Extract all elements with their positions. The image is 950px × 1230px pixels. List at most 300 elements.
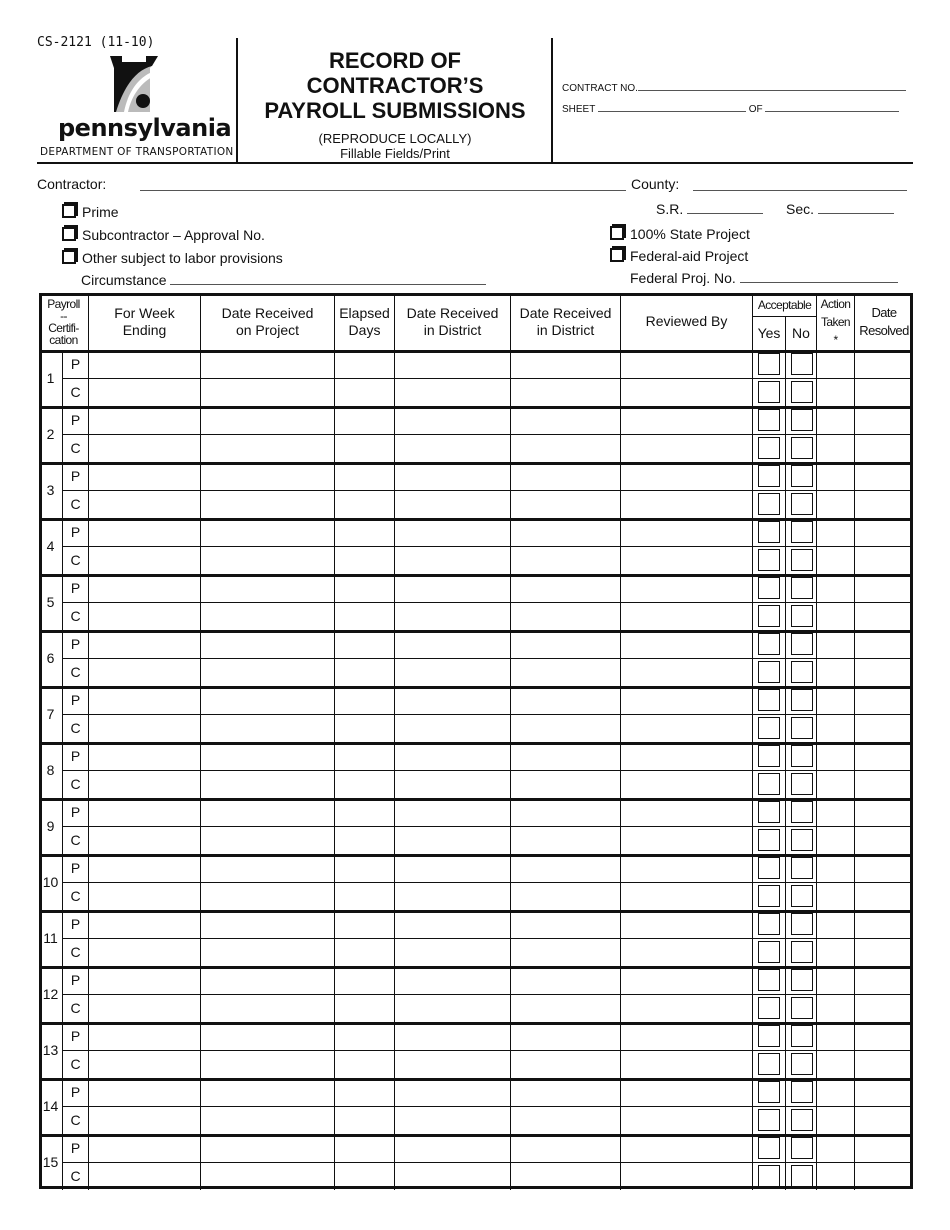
field-action-taken[interactable]	[817, 462, 855, 490]
field-date-received-project[interactable]	[201, 462, 335, 490]
field-action-taken[interactable]	[817, 714, 855, 742]
field-reviewed-by[interactable]	[621, 826, 753, 854]
field-date-received-district-2[interactable]	[511, 938, 621, 966]
field-date-received-district[interactable]	[395, 574, 511, 602]
checkbox-acceptable-no[interactable]	[791, 465, 813, 487]
checkbox-acceptable-no[interactable]	[791, 801, 813, 823]
checkbox-acceptable-yes[interactable]	[758, 1137, 780, 1159]
field-date-received-district[interactable]	[395, 714, 511, 742]
field-elapsed-days[interactable]	[335, 798, 395, 826]
checkbox-acceptable-yes[interactable]	[758, 381, 780, 403]
field-date-resolved[interactable]	[855, 938, 913, 966]
field-date-received-district-2[interactable]	[511, 546, 621, 574]
field-elapsed-days[interactable]	[335, 826, 395, 854]
field-week-ending[interactable]	[89, 910, 201, 938]
checkbox-acceptable-no[interactable]	[791, 997, 813, 1019]
field-date-received-project[interactable]	[201, 882, 335, 910]
checkbox-acceptable-yes[interactable]	[758, 465, 780, 487]
field-elapsed-days[interactable]	[335, 1078, 395, 1106]
checkbox-acceptable-no[interactable]	[791, 1137, 813, 1159]
field-date-received-project[interactable]	[201, 854, 335, 882]
field-date-received-project[interactable]	[201, 1134, 335, 1162]
field-elapsed-days[interactable]	[335, 434, 395, 462]
field-date-received-district-2[interactable]	[511, 1134, 621, 1162]
field-date-received-project[interactable]	[201, 714, 335, 742]
checkbox-acceptable-yes[interactable]	[758, 1165, 780, 1187]
field-reviewed-by[interactable]	[621, 378, 753, 406]
field-week-ending[interactable]	[89, 490, 201, 518]
field-date-received-project[interactable]	[201, 518, 335, 546]
field-reviewed-by[interactable]	[621, 938, 753, 966]
checkbox-acceptable-yes[interactable]	[758, 689, 780, 711]
field-week-ending[interactable]	[89, 574, 201, 602]
field-date-received-project[interactable]	[201, 966, 335, 994]
field-action-taken[interactable]	[817, 350, 855, 378]
checkbox-acceptable-no[interactable]	[791, 409, 813, 431]
checkbox-acceptable-yes[interactable]	[758, 717, 780, 739]
checkbox-acceptable-no[interactable]	[791, 437, 813, 459]
field-elapsed-days[interactable]	[335, 378, 395, 406]
checkbox-acceptable-no[interactable]	[791, 773, 813, 795]
field-elapsed-days[interactable]	[335, 686, 395, 714]
field-week-ending[interactable]	[89, 350, 201, 378]
field-action-taken[interactable]	[817, 434, 855, 462]
checkbox-acceptable-yes[interactable]	[758, 353, 780, 375]
field-date-received-project[interactable]	[201, 798, 335, 826]
field-reviewed-by[interactable]	[621, 546, 753, 574]
field-date-received-district-2[interactable]	[511, 434, 621, 462]
checkbox-acceptable-yes[interactable]	[758, 997, 780, 1019]
field-week-ending[interactable]	[89, 714, 201, 742]
field-date-resolved[interactable]	[855, 602, 913, 630]
checkbox-acceptable-no[interactable]	[791, 941, 813, 963]
field-date-received-project[interactable]	[201, 630, 335, 658]
field-action-taken[interactable]	[817, 546, 855, 574]
field-date-received-district-2[interactable]	[511, 490, 621, 518]
field-reviewed-by[interactable]	[621, 658, 753, 686]
field-week-ending[interactable]	[89, 378, 201, 406]
field-reviewed-by[interactable]	[621, 602, 753, 630]
checkbox-acceptable-yes[interactable]	[758, 941, 780, 963]
field-date-resolved[interactable]	[855, 378, 913, 406]
field-reviewed-by[interactable]	[621, 1106, 753, 1134]
field-date-received-district-2[interactable]	[511, 826, 621, 854]
field-date-received-district[interactable]	[395, 350, 511, 378]
field-date-received-district[interactable]	[395, 434, 511, 462]
field-date-received-district-2[interactable]	[511, 994, 621, 1022]
field-reviewed-by[interactable]	[621, 742, 753, 770]
field-elapsed-days[interactable]	[335, 1162, 395, 1190]
checkbox-acceptable-no[interactable]	[791, 1165, 813, 1187]
field-action-taken[interactable]	[817, 378, 855, 406]
field-elapsed-days[interactable]	[335, 966, 395, 994]
field-date-received-district[interactable]	[395, 1022, 511, 1050]
field-week-ending[interactable]	[89, 630, 201, 658]
field-date-resolved[interactable]	[855, 1050, 913, 1078]
checkbox-acceptable-no[interactable]	[791, 745, 813, 767]
field-date-received-district[interactable]	[395, 462, 511, 490]
field-action-taken[interactable]	[817, 1050, 855, 1078]
field-action-taken[interactable]	[817, 658, 855, 686]
field-date-received-district-2[interactable]	[511, 1050, 621, 1078]
field-date-received-project[interactable]	[201, 574, 335, 602]
field-reviewed-by[interactable]	[621, 518, 753, 546]
field-week-ending[interactable]	[89, 1022, 201, 1050]
field-week-ending[interactable]	[89, 1050, 201, 1078]
field-date-resolved[interactable]	[855, 490, 913, 518]
field-action-taken[interactable]	[817, 518, 855, 546]
field-week-ending[interactable]	[89, 938, 201, 966]
field-action-taken[interactable]	[817, 490, 855, 518]
field-date-resolved[interactable]	[855, 770, 913, 798]
field-date-received-district[interactable]	[395, 630, 511, 658]
field-reviewed-by[interactable]	[621, 434, 753, 462]
checkbox-acceptable-yes[interactable]	[758, 1109, 780, 1131]
field-date-received-district[interactable]	[395, 742, 511, 770]
field-date-resolved[interactable]	[855, 518, 913, 546]
field-date-received-district[interactable]	[395, 854, 511, 882]
field-reviewed-by[interactable]	[621, 1022, 753, 1050]
checkbox-acceptable-yes[interactable]	[758, 521, 780, 543]
checkbox-acceptable-yes[interactable]	[758, 1081, 780, 1103]
field-elapsed-days[interactable]	[335, 1022, 395, 1050]
field-elapsed-days[interactable]	[335, 490, 395, 518]
field-date-received-district[interactable]	[395, 882, 511, 910]
field-date-resolved[interactable]	[855, 1134, 913, 1162]
field-date-received-project[interactable]	[201, 490, 335, 518]
checkbox-acceptable-yes[interactable]	[758, 857, 780, 879]
field-date-received-project[interactable]	[201, 938, 335, 966]
field-elapsed-days[interactable]	[335, 714, 395, 742]
field-reviewed-by[interactable]	[621, 1050, 753, 1078]
field-date-resolved[interactable]	[855, 910, 913, 938]
field-reviewed-by[interactable]	[621, 490, 753, 518]
field-elapsed-days[interactable]	[335, 882, 395, 910]
field-action-taken[interactable]	[817, 994, 855, 1022]
field-reviewed-by[interactable]	[621, 1134, 753, 1162]
field-date-received-district[interactable]	[395, 490, 511, 518]
field-date-received-project[interactable]	[201, 1050, 335, 1078]
checkbox-acceptable-no[interactable]	[791, 1053, 813, 1075]
checkbox-acceptable-no[interactable]	[791, 913, 813, 935]
checkbox-acceptable-no[interactable]	[791, 661, 813, 683]
field-reviewed-by[interactable]	[621, 770, 753, 798]
field-date-received-district[interactable]	[395, 686, 511, 714]
field-elapsed-days[interactable]	[335, 854, 395, 882]
field-date-resolved[interactable]	[855, 630, 913, 658]
field-elapsed-days[interactable]	[335, 658, 395, 686]
field-action-taken[interactable]	[817, 742, 855, 770]
field-date-received-district-2[interactable]	[511, 518, 621, 546]
field-date-resolved[interactable]	[855, 686, 913, 714]
field-elapsed-days[interactable]	[335, 518, 395, 546]
field-date-received-district-2[interactable]	[511, 630, 621, 658]
field-date-received-project[interactable]	[201, 658, 335, 686]
checkbox-acceptable-yes[interactable]	[758, 1025, 780, 1047]
field-action-taken[interactable]	[817, 966, 855, 994]
field-elapsed-days[interactable]	[335, 770, 395, 798]
field-date-received-project[interactable]	[201, 434, 335, 462]
field-date-received-project[interactable]	[201, 1162, 335, 1190]
field-reviewed-by[interactable]	[621, 630, 753, 658]
field-reviewed-by[interactable]	[621, 798, 753, 826]
field-date-received-district-2[interactable]	[511, 798, 621, 826]
field-date-received-project[interactable]	[201, 826, 335, 854]
field-date-resolved[interactable]	[855, 882, 913, 910]
field-date-resolved[interactable]	[855, 1162, 913, 1190]
field-date-received-district[interactable]	[395, 1050, 511, 1078]
field-date-received-district-2[interactable]	[511, 1022, 621, 1050]
checkbox-acceptable-no[interactable]	[791, 1081, 813, 1103]
field-reviewed-by[interactable]	[621, 910, 753, 938]
field-action-taken[interactable]	[817, 1078, 855, 1106]
checkbox-acceptable-no[interactable]	[791, 717, 813, 739]
field-date-received-project[interactable]	[201, 686, 335, 714]
field-week-ending[interactable]	[89, 602, 201, 630]
field-date-received-district-2[interactable]	[511, 770, 621, 798]
field-date-resolved[interactable]	[855, 350, 913, 378]
checkbox-acceptable-yes[interactable]	[758, 409, 780, 431]
field-date-received-district[interactable]	[395, 406, 511, 434]
field-date-resolved[interactable]	[855, 966, 913, 994]
checkbox-acceptable-no[interactable]	[791, 577, 813, 599]
field-date-received-district-2[interactable]	[511, 462, 621, 490]
checkbox-acceptable-no[interactable]	[791, 969, 813, 991]
field-date-resolved[interactable]	[855, 1022, 913, 1050]
field-week-ending[interactable]	[89, 1162, 201, 1190]
checkbox-acceptable-yes[interactable]	[758, 745, 780, 767]
field-week-ending[interactable]	[89, 742, 201, 770]
checkbox-acceptable-no[interactable]	[791, 857, 813, 879]
field-elapsed-days[interactable]	[335, 574, 395, 602]
field-week-ending[interactable]	[89, 882, 201, 910]
field-week-ending[interactable]	[89, 434, 201, 462]
field-date-received-district[interactable]	[395, 1162, 511, 1190]
field-reviewed-by[interactable]	[621, 350, 753, 378]
field-reviewed-by[interactable]	[621, 686, 753, 714]
field-date-received-district-2[interactable]	[511, 854, 621, 882]
field-date-received-project[interactable]	[201, 910, 335, 938]
field-date-received-district[interactable]	[395, 1134, 511, 1162]
field-reviewed-by[interactable]	[621, 574, 753, 602]
field-date-received-district[interactable]	[395, 546, 511, 574]
field-reviewed-by[interactable]	[621, 1078, 753, 1106]
field-date-resolved[interactable]	[855, 854, 913, 882]
field-date-received-project[interactable]	[201, 994, 335, 1022]
field-elapsed-days[interactable]	[335, 630, 395, 658]
field-date-resolved[interactable]	[855, 462, 913, 490]
field-date-received-district-2[interactable]	[511, 910, 621, 938]
field-date-received-district[interactable]	[395, 798, 511, 826]
field-date-received-district-2[interactable]	[511, 574, 621, 602]
checkbox-acceptable-yes[interactable]	[758, 969, 780, 991]
checkbox-acceptable-yes[interactable]	[758, 773, 780, 795]
field-week-ending[interactable]	[89, 770, 201, 798]
field-action-taken[interactable]	[817, 574, 855, 602]
field-action-taken[interactable]	[817, 1134, 855, 1162]
field-reviewed-by[interactable]	[621, 406, 753, 434]
field-week-ending[interactable]	[89, 994, 201, 1022]
checkbox-acceptable-no[interactable]	[791, 1025, 813, 1047]
field-date-received-district-2[interactable]	[511, 658, 621, 686]
field-date-received-project[interactable]	[201, 770, 335, 798]
field-date-resolved[interactable]	[855, 434, 913, 462]
field-date-resolved[interactable]	[855, 574, 913, 602]
field-date-received-district[interactable]	[395, 938, 511, 966]
field-week-ending[interactable]	[89, 546, 201, 574]
checkbox-acceptable-yes[interactable]	[758, 661, 780, 683]
field-week-ending[interactable]	[89, 686, 201, 714]
checkbox-acceptable-no[interactable]	[791, 689, 813, 711]
checkbox-acceptable-yes[interactable]	[758, 549, 780, 571]
checkbox-acceptable-yes[interactable]	[758, 633, 780, 655]
checkbox-acceptable-yes[interactable]	[758, 493, 780, 515]
field-reviewed-by[interactable]	[621, 1162, 753, 1190]
field-date-received-project[interactable]	[201, 1022, 335, 1050]
field-elapsed-days[interactable]	[335, 406, 395, 434]
field-reviewed-by[interactable]	[621, 462, 753, 490]
field-week-ending[interactable]	[89, 966, 201, 994]
field-elapsed-days[interactable]	[335, 910, 395, 938]
field-elapsed-days[interactable]	[335, 994, 395, 1022]
field-week-ending[interactable]	[89, 518, 201, 546]
field-action-taken[interactable]	[817, 1022, 855, 1050]
checkbox-acceptable-no[interactable]	[791, 605, 813, 627]
field-date-received-district-2[interactable]	[511, 714, 621, 742]
field-date-received-district[interactable]	[395, 378, 511, 406]
field-date-received-district[interactable]	[395, 994, 511, 1022]
checkbox-acceptable-yes[interactable]	[758, 1053, 780, 1075]
field-elapsed-days[interactable]	[335, 742, 395, 770]
field-action-taken[interactable]	[817, 770, 855, 798]
field-date-received-project[interactable]	[201, 350, 335, 378]
field-elapsed-days[interactable]	[335, 938, 395, 966]
field-date-received-district-2[interactable]	[511, 602, 621, 630]
field-action-taken[interactable]	[817, 910, 855, 938]
checkbox-acceptable-no[interactable]	[791, 885, 813, 907]
field-date-received-project[interactable]	[201, 602, 335, 630]
field-week-ending[interactable]	[89, 798, 201, 826]
field-date-resolved[interactable]	[855, 1106, 913, 1134]
field-elapsed-days[interactable]	[335, 462, 395, 490]
field-reviewed-by[interactable]	[621, 882, 753, 910]
field-elapsed-days[interactable]	[335, 1134, 395, 1162]
field-date-received-project[interactable]	[201, 406, 335, 434]
checkbox-acceptable-no[interactable]	[791, 353, 813, 375]
field-elapsed-days[interactable]	[335, 350, 395, 378]
checkbox-acceptable-yes[interactable]	[758, 605, 780, 627]
field-action-taken[interactable]	[817, 1162, 855, 1190]
field-action-taken[interactable]	[817, 854, 855, 882]
checkbox-acceptable-yes[interactable]	[758, 829, 780, 851]
field-week-ending[interactable]	[89, 1106, 201, 1134]
field-date-received-district[interactable]	[395, 518, 511, 546]
checkbox-acceptable-yes[interactable]	[758, 437, 780, 459]
field-date-received-project[interactable]	[201, 378, 335, 406]
field-week-ending[interactable]	[89, 854, 201, 882]
checkbox-acceptable-no[interactable]	[791, 493, 813, 515]
field-week-ending[interactable]	[89, 406, 201, 434]
field-week-ending[interactable]	[89, 658, 201, 686]
field-date-received-district-2[interactable]	[511, 882, 621, 910]
field-date-received-district[interactable]	[395, 602, 511, 630]
field-date-resolved[interactable]	[855, 742, 913, 770]
field-date-received-district-2[interactable]	[511, 742, 621, 770]
field-elapsed-days[interactable]	[335, 602, 395, 630]
field-date-resolved[interactable]	[855, 826, 913, 854]
checkbox-acceptable-no[interactable]	[791, 549, 813, 571]
field-action-taken[interactable]	[817, 686, 855, 714]
field-week-ending[interactable]	[89, 826, 201, 854]
field-date-received-district-2[interactable]	[511, 1078, 621, 1106]
field-date-received-district[interactable]	[395, 770, 511, 798]
field-date-received-district[interactable]	[395, 910, 511, 938]
field-reviewed-by[interactable]	[621, 994, 753, 1022]
checkbox-acceptable-no[interactable]	[791, 633, 813, 655]
field-week-ending[interactable]	[89, 1134, 201, 1162]
field-action-taken[interactable]	[817, 1106, 855, 1134]
checkbox-acceptable-yes[interactable]	[758, 885, 780, 907]
field-date-resolved[interactable]	[855, 406, 913, 434]
field-date-received-district-2[interactable]	[511, 378, 621, 406]
field-date-received-district-2[interactable]	[511, 1162, 621, 1190]
field-date-resolved[interactable]	[855, 798, 913, 826]
checkbox-acceptable-no[interactable]	[791, 521, 813, 543]
field-date-received-district-2[interactable]	[511, 966, 621, 994]
field-date-received-district[interactable]	[395, 966, 511, 994]
field-reviewed-by[interactable]	[621, 714, 753, 742]
checkbox-acceptable-no[interactable]	[791, 381, 813, 403]
field-date-received-district[interactable]	[395, 826, 511, 854]
field-elapsed-days[interactable]	[335, 1106, 395, 1134]
field-date-received-district-2[interactable]	[511, 686, 621, 714]
field-date-received-district-2[interactable]	[511, 350, 621, 378]
checkbox-acceptable-no[interactable]	[791, 1109, 813, 1131]
field-date-received-district[interactable]	[395, 1106, 511, 1134]
checkbox-acceptable-no[interactable]	[791, 829, 813, 851]
field-reviewed-by[interactable]	[621, 966, 753, 994]
checkbox-acceptable-yes[interactable]	[758, 913, 780, 935]
field-week-ending[interactable]	[89, 462, 201, 490]
field-date-received-district-2[interactable]	[511, 1106, 621, 1134]
field-date-received-project[interactable]	[201, 742, 335, 770]
field-date-resolved[interactable]	[855, 994, 913, 1022]
field-date-resolved[interactable]	[855, 1078, 913, 1106]
field-date-received-project[interactable]	[201, 1106, 335, 1134]
field-action-taken[interactable]	[817, 798, 855, 826]
field-elapsed-days[interactable]	[335, 1050, 395, 1078]
field-action-taken[interactable]	[817, 938, 855, 966]
checkbox-acceptable-yes[interactable]	[758, 801, 780, 823]
field-date-resolved[interactable]	[855, 714, 913, 742]
field-date-received-district[interactable]	[395, 658, 511, 686]
checkbox-acceptable-yes[interactable]	[758, 577, 780, 599]
field-date-received-district-2[interactable]	[511, 406, 621, 434]
field-date-resolved[interactable]	[855, 546, 913, 574]
field-action-taken[interactable]	[817, 630, 855, 658]
field-reviewed-by[interactable]	[621, 854, 753, 882]
field-date-received-project[interactable]	[201, 1078, 335, 1106]
field-date-received-district[interactable]	[395, 1078, 511, 1106]
field-action-taken[interactable]	[817, 882, 855, 910]
field-action-taken[interactable]	[817, 826, 855, 854]
field-date-resolved[interactable]	[855, 658, 913, 686]
field-action-taken[interactable]	[817, 406, 855, 434]
field-action-taken[interactable]	[817, 602, 855, 630]
field-date-received-project[interactable]	[201, 546, 335, 574]
field-week-ending[interactable]	[89, 1078, 201, 1106]
field-elapsed-days[interactable]	[335, 546, 395, 574]
